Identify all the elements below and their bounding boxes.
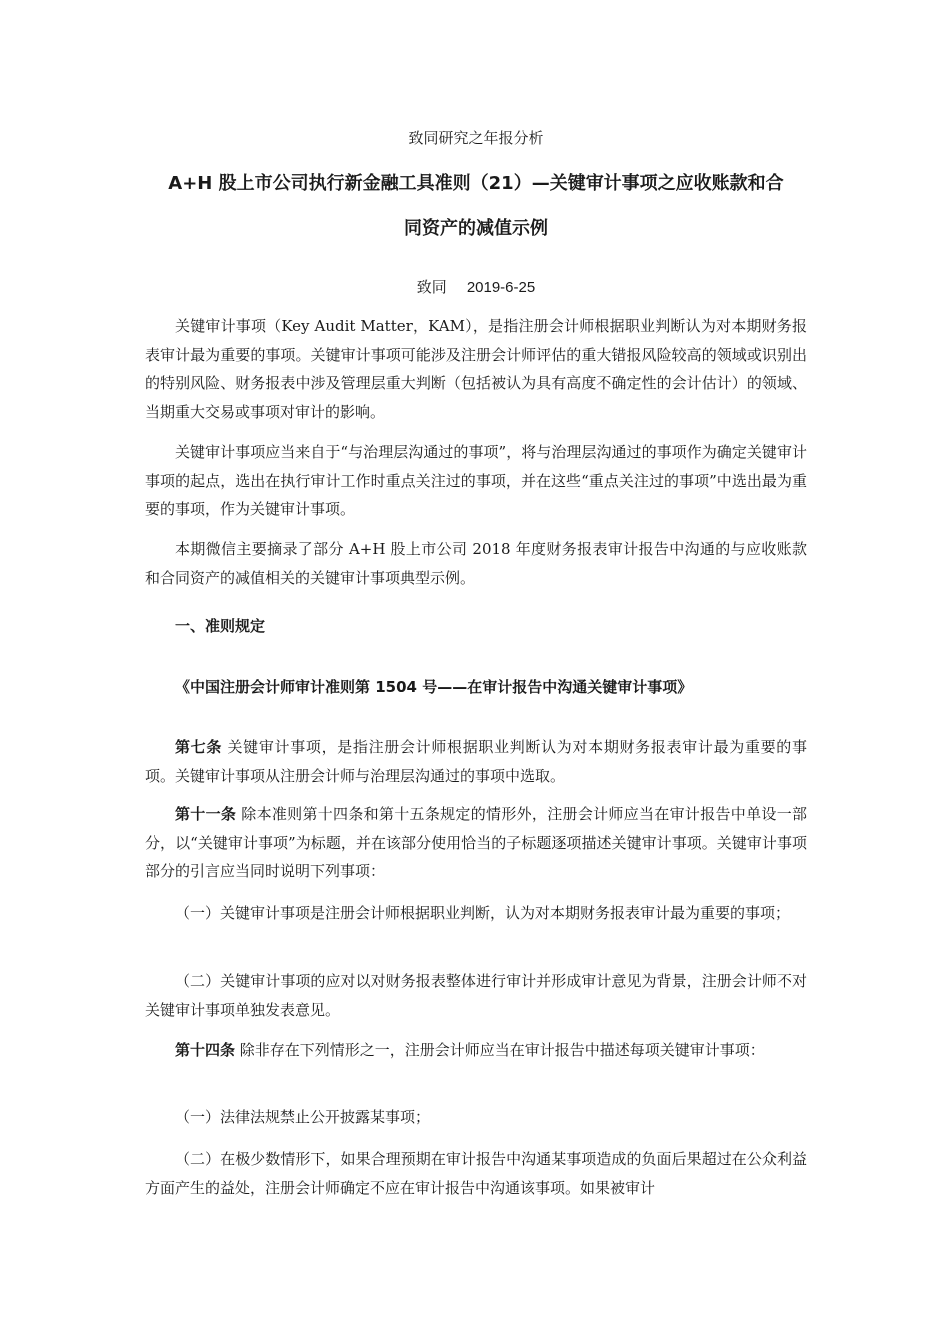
standard-title: 《中国注册会计师审计准则第 1504 号——在审计报告中沟通关键审计事项》 bbox=[175, 678, 693, 696]
article-11-item-2: （二）关键审计事项的应对以对财务报表整体进行审计并形成审计意见为背景，注册会计师不对关键审计事项单独发表意见。 bbox=[145, 972, 807, 1019]
author: 致同 bbox=[416, 278, 447, 296]
publish-date: 2019-6-25 bbox=[466, 279, 536, 296]
article-7 bbox=[145, 733, 807, 790]
intro-paragraph-2: 关键审计事项应当来自于“与治理层沟通过的事项”，将与治理层沟通过的事项作为确定关键审计事项的起点，选出在执行审计工作时重点关注过的事项，并在这些“重点关注过的事项”中选出最为重要的事项，作为关键审计事项。 bbox=[145, 443, 807, 518]
article-14-label: 第十四条 bbox=[175, 1041, 236, 1059]
byline bbox=[145, 277, 807, 298]
article-11-text: 除本准则第十四条和第十五条规定的情形外，注册会计师应当在审计报告中单设一部分，以“关键审计事项”为标题，并在该部分使用恰当的子标题逐项描述关键审计事项。关键审计事项部分的引言应当同时说明下列事项： bbox=[145, 805, 807, 880]
article-11-label: 第十一条 bbox=[175, 805, 237, 823]
article-11-item-1: （一）关键审计事项是注册会计师根据职业判断，认为对本期财务报表审计最为重要的事项； bbox=[175, 904, 791, 922]
article-7-label: 第七条 bbox=[175, 738, 223, 756]
intro-paragraph-3: 本期微信主要摘录了部分 A+H 股上市公司 2018 年度财务报表审计报告中沟通的与应收账款和合同资产的减值相关的关键审计事项典型示例。 bbox=[145, 540, 807, 587]
section-heading: 一、准则规定 bbox=[175, 617, 266, 635]
article-7-text: 关键审计事项，是指注册会计师根据职业判断认为对本期财务报表审计最为重要的事项。关键审计事项从注册会计师与治理层沟通过的事项中选取。 bbox=[145, 738, 807, 785]
document-title-line-2: 同资产的减值示例 bbox=[404, 218, 548, 239]
intro-paragraph-1: 关键审计事项（Key Audit Matter，KAM），是指注册会计师根据职业判断认为对本期财务报表审计最为重要的事项。关键审计事项可能涉及注册会计师评估的重大错报风险较高的领域或识别出的特别风险、财务报表中涉及管理层重大判断（包括被认为具有高度不确定性的会计估计）的领域、当期重大交易或事项对审计的影响。 bbox=[145, 317, 807, 421]
series-label: 致同研究之年报分析 bbox=[408, 129, 544, 147]
article-11 bbox=[145, 800, 807, 886]
article-14 bbox=[145, 1036, 807, 1065]
document-title-line-1: A+H 股上市公司执行新金融工具准则（21）—关键审计事项之应收账款和合 bbox=[168, 173, 784, 194]
article-14-item-2: （二）在极少数情形下，如果合理预期在审计报告中沟通某事项造成的负面后果超过在公众利益方面产生的益处，注册会计师确定不应在审计报告中沟通该事项。如果被审计 bbox=[145, 1150, 807, 1197]
article-14-item-1: （一）法律法规禁止公开披露某事项； bbox=[175, 1108, 431, 1126]
article-14-text: 除非存在下列情形之一，注册会计师应当在审计报告中描述每项关键审计事项： bbox=[235, 1041, 765, 1059]
